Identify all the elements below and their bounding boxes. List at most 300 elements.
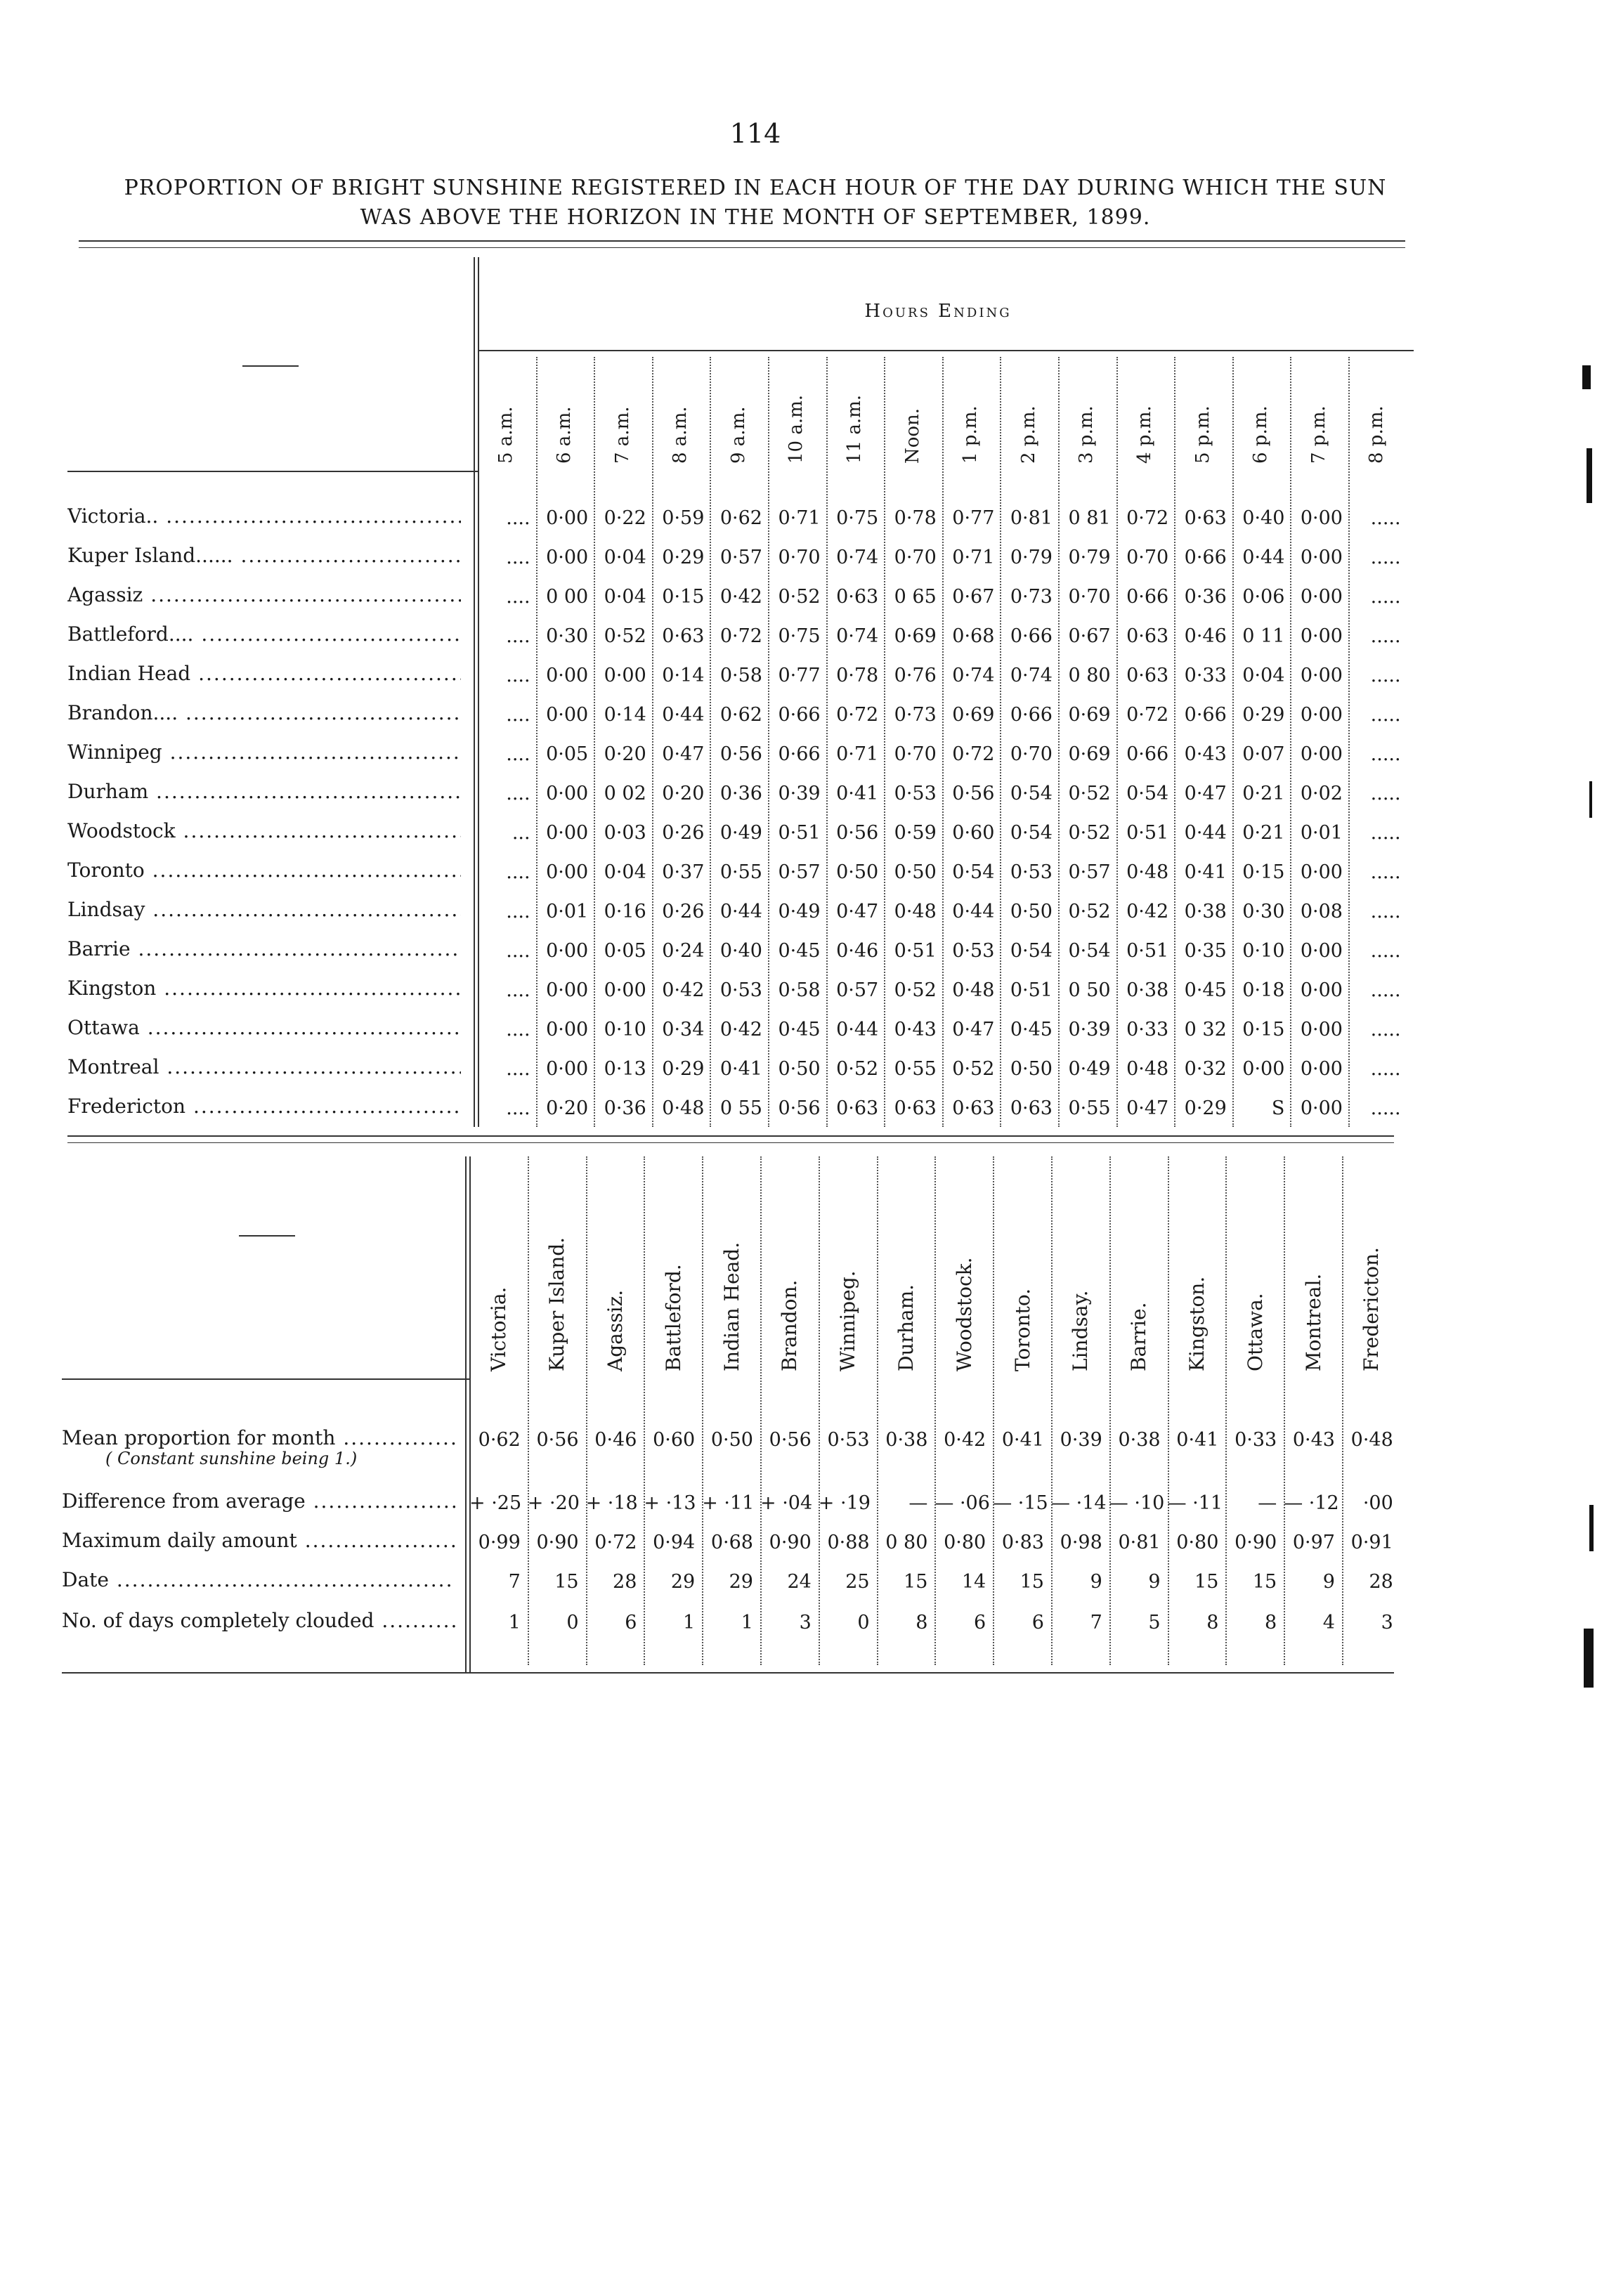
station-name: Agassiz ..... [67, 583, 461, 606]
table-cell: 0 02 [604, 783, 646, 804]
table-cell: 0·67 [952, 586, 995, 608]
table-cell: 0·71 [778, 507, 821, 529]
table-cell: .... [506, 507, 530, 529]
summary-cell: 0·38 [885, 1429, 928, 1451]
table-cell: 0·52 [1068, 901, 1111, 922]
column-divider [594, 357, 595, 1127]
table-cell: 0·72 [836, 704, 879, 726]
table-cell: 0·57 [719, 547, 762, 568]
summary-cell: 29 [729, 1571, 753, 1593]
table-cell: 0·22 [604, 507, 646, 529]
table-cell: 0·63 [952, 1097, 995, 1119]
hour-column-header: 4 p.m. [1133, 405, 1155, 464]
table-cell: 0·70 [778, 547, 821, 568]
summary-cell: — ·06 [934, 1492, 990, 1514]
table-cell: 0·00 [1300, 507, 1343, 529]
table-cell: 0·63 [662, 625, 705, 647]
table-cell: ..... [1370, 625, 1401, 647]
hour-column-header: 1 p.m. [960, 405, 982, 464]
summary-frame-left [465, 1156, 467, 1672]
summary-cell: 15 [554, 1571, 579, 1593]
table-cell: 0·50 [1010, 1058, 1053, 1080]
summary-cell: 0·62 [478, 1429, 521, 1451]
table-cell: 0·00 [1300, 940, 1343, 962]
summary-cell: 0·81 [1118, 1532, 1161, 1553]
summary-cell: 0·98 [1060, 1532, 1102, 1553]
summary-cell: 0·80 [944, 1532, 986, 1553]
table-cell: ..... [1370, 901, 1401, 922]
summary-stub-rule [62, 1378, 469, 1380]
summary-cell: 28 [613, 1571, 637, 1593]
hour-column-header: 8 a.m. [670, 406, 691, 464]
station-name: Toronto ..... [67, 859, 461, 882]
summary-cell: — ·11 [1167, 1492, 1223, 1514]
table-cell: 0·47 [1184, 783, 1227, 804]
table-cell: 0·48 [1126, 861, 1169, 883]
table-cell: 0·70 [1126, 547, 1169, 568]
table-cell: 0·70 [1068, 586, 1111, 608]
table-cell: 0·57 [836, 979, 879, 1001]
table-cell: 0·00 [546, 507, 589, 529]
table-cell: 0·66 [1184, 704, 1227, 726]
summary-cell: 8 [1206, 1612, 1219, 1633]
table-cell: 0·10 [604, 1019, 646, 1041]
table-cell: 0·78 [836, 665, 879, 686]
summary-cell: + ·20 [527, 1492, 580, 1514]
table-cell: 0·60 [952, 822, 995, 844]
table-cell: ..... [1370, 783, 1401, 804]
summary-cell: + ·19 [818, 1492, 871, 1514]
table-cell: 0·54 [952, 861, 995, 883]
table-cell: .... [506, 783, 530, 804]
table-cell: 0·74 [836, 547, 879, 568]
table-cell: 0·54 [1126, 783, 1169, 804]
summary-cell: 1 [741, 1612, 753, 1633]
table-cell: 0·74 [836, 625, 879, 647]
summary-cell: — ·14 [1051, 1492, 1107, 1514]
table-cell: 0·33 [1126, 1019, 1169, 1041]
summary-cell: 0·88 [827, 1532, 870, 1553]
table-cell: 0·72 [952, 743, 995, 765]
table-cell: 0·38 [1126, 979, 1169, 1001]
table-cell: 0·46 [836, 940, 879, 962]
hour-column-header: 6 p.m. [1250, 405, 1272, 464]
table-cell: 0·40 [719, 940, 762, 962]
table-cell: 0·14 [604, 704, 646, 726]
table-cell: .... [506, 665, 530, 686]
hour-column-header: 5 a.m. [495, 406, 517, 464]
table-cell: 0·36 [604, 1097, 646, 1119]
summary-cell: + ·11 [702, 1492, 755, 1514]
summary-cell: 29 [670, 1571, 696, 1593]
station-name: Battleford.... ..... [67, 622, 461, 646]
table-cell: 0·21 [1242, 822, 1285, 844]
summary-cell: — ·12 [1284, 1492, 1339, 1514]
table-title-line-2: WAS ABOVE THE HORIZON IN THE MONTH OF SEPTEMBER, 1899. [360, 205, 1151, 230]
table-cell: 0·73 [1010, 586, 1053, 608]
table-cell: 0·05 [604, 940, 646, 962]
hour-column-header: 2 p.m. [1017, 405, 1039, 464]
table-cell: 0·00 [546, 783, 589, 804]
summary-cell: + ·18 [585, 1492, 638, 1514]
table-cell: 0 80 [1068, 665, 1111, 686]
table-cell: ..... [1370, 861, 1401, 883]
table-cell: 0·26 [662, 822, 705, 844]
table-cell: 0·66 [778, 704, 821, 726]
table-cell: 0·54 [1010, 940, 1053, 962]
summary-cell: — [908, 1492, 928, 1514]
table-cell: 0·04 [1242, 665, 1285, 686]
column-divider [826, 357, 828, 1127]
table-cell: 0·36 [1184, 586, 1227, 608]
table-cell: 0·07 [1242, 743, 1285, 765]
table-cell: 0·51 [1126, 822, 1169, 844]
summary-cell: 0·38 [1118, 1429, 1161, 1451]
table-cell: 0·45 [778, 1019, 821, 1041]
table-cell: 0·00 [1300, 1097, 1343, 1119]
table-cell: 0·50 [894, 861, 937, 883]
table-cell: 0·45 [1184, 979, 1227, 1001]
table-cell: 0·44 [662, 704, 705, 726]
table-cell: 0·70 [894, 743, 937, 765]
table-cell: 0·75 [778, 625, 821, 647]
table-cell: 0·66 [1010, 704, 1053, 726]
table-cell: 0·70 [894, 547, 937, 568]
table-cell: 0·54 [1010, 783, 1053, 804]
table-title-line-1: PROPORTION OF BRIGHT SUNSHINE REGISTERED IN EACH HOUR OF THE DAY DURING WHICH THE SUN [124, 176, 1387, 200]
table-cell: 0·38 [1184, 901, 1227, 922]
summary-bottom-rule [62, 1672, 1394, 1674]
summary-row-label: Maximum daily amount ..... [62, 1529, 455, 1552]
summary-cell: 0·91 [1350, 1532, 1393, 1553]
summary-cell: 15 [1194, 1571, 1219, 1593]
table-cell: 0·58 [778, 979, 821, 1001]
table-cell: 0·15 [1242, 861, 1285, 883]
scan-mark [1584, 1629, 1594, 1688]
summary-cell: 0·41 [1001, 1429, 1044, 1451]
table-cell: 0·62 [719, 704, 762, 726]
table-cell: ..... [1370, 979, 1401, 1001]
summary-cell: 0 [857, 1612, 870, 1633]
top-rule [79, 240, 1405, 242]
table-cell: ..... [1370, 547, 1401, 568]
table-cell: 0·41 [719, 1058, 762, 1080]
table-cell: 0·00 [546, 1058, 589, 1080]
station-name: Ottawa ..... [67, 1016, 461, 1039]
summary-cell: 0·72 [594, 1532, 637, 1553]
table-cell: 0·53 [952, 940, 995, 962]
table-cell: .... [506, 1058, 530, 1080]
hours-ending-header: Hours Ending [864, 301, 1012, 322]
table-cell: 0·51 [894, 940, 937, 962]
table-cell: 0·29 [1184, 1097, 1227, 1119]
hour-column-header: 7 p.m. [1308, 405, 1329, 464]
table-cell: 0·00 [546, 940, 589, 962]
summary-cell: — ·10 [1109, 1492, 1165, 1514]
station-column-header: Durham. [894, 1284, 918, 1371]
station-column-header: Barrie. [1127, 1302, 1151, 1371]
table-cell: 0·00 [1300, 743, 1343, 765]
table-cell: 0·37 [662, 861, 705, 883]
table-cell: ... [512, 822, 530, 844]
table-cell: 0·59 [894, 822, 937, 844]
table-cell: 0·13 [604, 1058, 646, 1080]
hour-column-header: 7 a.m. [611, 406, 633, 464]
table-cell: 0·62 [719, 507, 762, 529]
table-cell: 0·49 [1068, 1058, 1111, 1080]
table-cell: 0·63 [1126, 625, 1169, 647]
table-cell: 0·52 [604, 625, 646, 647]
table-cell: 0·63 [836, 1097, 879, 1119]
summary-row-label: Date ..... [62, 1568, 455, 1591]
table-cell: 0·51 [778, 822, 821, 844]
summary-cell: 7 [1090, 1612, 1102, 1633]
column-divider [652, 357, 653, 1127]
table-cell: 0·45 [1010, 1019, 1053, 1041]
table-cell: 0·00 [546, 822, 589, 844]
summary-cell: 0·53 [827, 1429, 870, 1451]
summary-cell: 0·43 [1292, 1429, 1335, 1451]
table-cell: 0·16 [604, 901, 646, 922]
summary-cell: 0·83 [1001, 1532, 1044, 1553]
summary-cell: 14 [961, 1571, 986, 1593]
table-cell: ..... [1370, 1019, 1401, 1041]
table-cell: 0 32 [1184, 1019, 1227, 1041]
table-cell: 0·81 [1010, 507, 1053, 529]
table-cell: 0·30 [546, 625, 589, 647]
table-cell: 0·48 [894, 901, 937, 922]
station-column-header: Lindsay. [1069, 1290, 1093, 1371]
table-cell: 0·00 [1242, 1058, 1285, 1080]
table-cell: 0·00 [546, 547, 589, 568]
summary-cell: 0·90 [536, 1532, 579, 1553]
table-cell: 0·52 [1068, 822, 1111, 844]
table-cell: 0·40 [1242, 507, 1285, 529]
table-cell: 0·29 [1242, 704, 1285, 726]
table-cell: 0·72 [1126, 507, 1169, 529]
summary-row-label: Mean proportion for month ..... [62, 1426, 455, 1449]
summary-cell: 0·42 [944, 1429, 986, 1451]
table-cell: 0·76 [894, 665, 937, 686]
summary-cell: 0·41 [1176, 1429, 1219, 1451]
summary-cell: 9 [1322, 1571, 1335, 1593]
table-cell: .... [506, 743, 530, 765]
table-cell: 0·63 [1184, 507, 1227, 529]
table-cell: 0 81 [1068, 507, 1111, 529]
table-cell: 0·42 [662, 979, 705, 1001]
stub-header-rule [67, 471, 478, 472]
table-cell: ..... [1370, 1058, 1401, 1080]
summary-stub-dash [239, 1235, 295, 1237]
table-cell: 0·69 [894, 625, 937, 647]
summary-cell: 25 [845, 1571, 870, 1593]
column-divider [768, 357, 769, 1127]
table-cell: 0·55 [719, 861, 762, 883]
table-cell: 0·71 [952, 547, 995, 568]
column-divider [1116, 357, 1118, 1127]
table-cell: 0·29 [662, 547, 705, 568]
table-cell: 0·18 [1242, 979, 1285, 1001]
table-cell: .... [506, 940, 530, 962]
summary-cell: 0·90 [1235, 1532, 1277, 1553]
summary-row-sublabel: ( Constant sunshine being 1.) [105, 1449, 358, 1468]
summary-cell: + ·04 [760, 1492, 813, 1514]
station-column-header: Indian Head. [719, 1241, 743, 1371]
summary-row-label: No. of days completely clouded ..... [62, 1609, 455, 1632]
table-cell: 0·42 [719, 1019, 762, 1041]
table-cell: 0·02 [1300, 783, 1343, 804]
table-cell: 0·15 [662, 586, 705, 608]
table-cell: .... [506, 547, 530, 568]
table-cell: 0·00 [604, 665, 646, 686]
table-cell: 0·01 [1300, 822, 1343, 844]
table-cell: 0·32 [1184, 1058, 1227, 1080]
table-cell: 0·69 [952, 704, 995, 726]
table-cell: .... [506, 979, 530, 1001]
table-cell: ..... [1370, 743, 1401, 765]
table-cell: 0·48 [662, 1097, 705, 1119]
table-cell: 0·46 [1184, 625, 1227, 647]
table-cell: 0·43 [894, 1019, 937, 1041]
summary-cell: — [1258, 1492, 1277, 1514]
summary-cell: 6 [1031, 1612, 1044, 1633]
summary-cell: 0·94 [653, 1532, 696, 1553]
table-cell: 0·48 [952, 979, 995, 1001]
table-cell: S [1271, 1097, 1285, 1119]
summary-cell: 0·48 [1350, 1429, 1393, 1451]
summary-cell: 1 [683, 1612, 696, 1633]
summary-cell: 6 [974, 1612, 986, 1633]
table-cell: 0·04 [604, 547, 646, 568]
hours-ending-rule [478, 350, 1414, 351]
column-divider [1058, 357, 1060, 1127]
table-cell: 0·69 [1068, 743, 1111, 765]
summary-cell: 0 80 [885, 1532, 928, 1553]
table-cell: 0·42 [719, 586, 762, 608]
summary-cell: 0·33 [1235, 1429, 1277, 1451]
station-column-header: Kingston. [1185, 1276, 1209, 1371]
summary-cell: 0·99 [478, 1532, 521, 1553]
table-cell: 0·26 [662, 901, 705, 922]
summary-cell: 0·56 [536, 1429, 579, 1451]
table-cell: 0·48 [1126, 1058, 1169, 1080]
stub-dash [242, 365, 299, 367]
summary-cell: 0 [566, 1612, 579, 1633]
summary-cell: + ·25 [469, 1492, 522, 1514]
table-cell: 0·35 [1184, 940, 1227, 962]
summary-cell: 0·60 [653, 1429, 696, 1451]
hour-column-header: 8 p.m. [1366, 405, 1388, 464]
station-name: Kingston ..... [67, 977, 461, 1000]
table-cell: 0·34 [662, 1019, 705, 1041]
station-column-header: Winnipeg. [836, 1270, 860, 1371]
station-name: Lindsay ..... [67, 898, 461, 921]
table-cell: ..... [1370, 704, 1401, 726]
table-cell: 0·43 [1184, 743, 1227, 765]
table-cell: 0·50 [778, 1058, 821, 1080]
table-cell: .... [506, 625, 530, 647]
summary-cell: 0·56 [769, 1429, 812, 1451]
table-cell: 0·00 [546, 861, 589, 883]
table-cell: ..... [1370, 940, 1401, 962]
table-cell: 0·54 [1068, 940, 1111, 962]
table-cell: 0·72 [719, 625, 762, 647]
table-cell: 0·47 [1126, 1097, 1169, 1119]
table-cell: 0·00 [546, 665, 589, 686]
table-cell: 0·50 [1010, 901, 1053, 922]
hour-column-header: 3 p.m. [1076, 405, 1097, 464]
table-cell: 0·04 [604, 861, 646, 883]
table-cell: 0·70 [1010, 743, 1053, 765]
table-cell: 0·66 [1184, 547, 1227, 568]
summary-cell: 6 [625, 1612, 637, 1633]
table-cell: 0·77 [952, 507, 995, 529]
table-cell: 0·39 [1068, 1019, 1111, 1041]
table-cell: .... [506, 586, 530, 608]
summary-cell: 0·39 [1060, 1429, 1102, 1451]
column-divider [710, 357, 711, 1127]
hour-column-header: 11 a.m. [843, 394, 865, 464]
table-cell: 0·55 [894, 1058, 937, 1080]
table-cell: 0·00 [1300, 665, 1343, 686]
table-cell: 0·05 [546, 743, 589, 765]
table-cell: 0·44 [719, 901, 762, 922]
table-cell: 0·20 [604, 743, 646, 765]
table-cell: 0·72 [1126, 704, 1169, 726]
table-cell: 0·73 [894, 704, 937, 726]
scan-mark [1589, 781, 1592, 818]
station-column-header: Victoria. [487, 1286, 511, 1371]
table-cell: 0·20 [662, 783, 705, 804]
summary-cell: 4 [1322, 1612, 1335, 1633]
station-name: Fredericton ..... [67, 1095, 461, 1118]
summary-cell: ·00 [1362, 1492, 1393, 1514]
table-cell: 0·68 [952, 625, 995, 647]
table-cell: 0·00 [1300, 1058, 1343, 1080]
table-cell: 0·63 [894, 1097, 937, 1119]
table-cell: 0·52 [836, 1058, 879, 1080]
table-cell: 0 11 [1242, 625, 1285, 647]
column-divider [1290, 357, 1291, 1127]
table-cell: 0·52 [1068, 783, 1111, 804]
summary-cell: 15 [904, 1571, 928, 1593]
hour-column-header: 6 a.m. [553, 406, 575, 464]
table-cell: 0·53 [894, 783, 937, 804]
table-cell: 0·49 [778, 901, 821, 922]
table-cell: 0·58 [719, 665, 762, 686]
column-divider [884, 357, 885, 1127]
table-cell: 0·00 [1300, 625, 1343, 647]
table-cell: ..... [1370, 665, 1401, 686]
column-divider [1000, 357, 1001, 1127]
table-cell: .... [506, 861, 530, 883]
station-name: Kuper Island...... ..... [67, 544, 461, 567]
table-cell: 0·29 [662, 1058, 705, 1080]
station-column-header: Ottawa. [1243, 1293, 1267, 1371]
station-name: Montreal ..... [67, 1055, 461, 1078]
summary-cell: 15 [1252, 1571, 1277, 1593]
page-number: 114 [729, 118, 781, 149]
station-name: Indian Head ..... [67, 662, 461, 685]
table-cell: 0·67 [1068, 625, 1111, 647]
summary-cell: 0·90 [769, 1532, 812, 1553]
station-name: Brandon.... ..... [67, 701, 461, 724]
hour-column-header: 9 a.m. [727, 406, 749, 464]
station-column-header: Fredericton. [1360, 1247, 1383, 1371]
table-cell: 0·51 [1126, 940, 1169, 962]
table-cell: 0 65 [894, 586, 937, 608]
table-cell: .... [506, 1019, 530, 1041]
